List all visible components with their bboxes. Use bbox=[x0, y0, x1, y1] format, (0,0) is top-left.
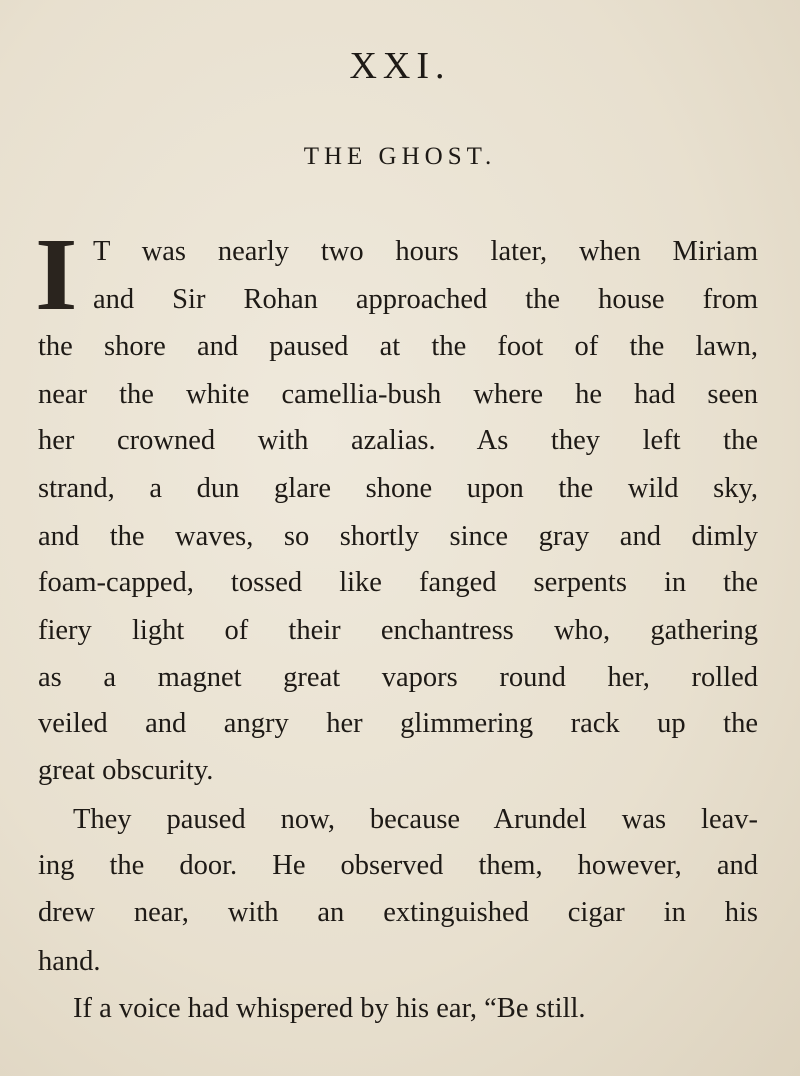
text-line: and the waves, so shortly since gray and dimly bbox=[38, 521, 758, 552]
text-line: ing the door. He observed them, however, and bbox=[38, 850, 758, 881]
text-line: her crowned with azalias. As they left the bbox=[38, 425, 758, 456]
text-line: drew near, with an extinguished cigar in his bbox=[38, 897, 758, 928]
drop-cap: I bbox=[34, 217, 78, 332]
text-line: foam-capped, tossed like fanged serpents in the bbox=[38, 567, 758, 598]
text-line: If a voice had whispered by his ear, “Be still. bbox=[73, 993, 586, 1024]
text-line: T was nearly two hours later, when Miriam bbox=[93, 236, 758, 267]
chapter-title: THE GHOST. bbox=[303, 143, 497, 170]
text-line: veiled and angry her glimmering rack up the bbox=[38, 708, 758, 739]
chapter-number: XXI. bbox=[349, 45, 451, 87]
text-line: and Sir Rohan approached the house from bbox=[93, 284, 758, 315]
text-line: hand. bbox=[38, 946, 101, 977]
text-line: They paused now, because Arundel was leav- bbox=[73, 804, 758, 835]
text-line: the shore and paused at the foot of the lawn, bbox=[38, 331, 758, 362]
text-line: near the white camellia-bush where he had seen bbox=[38, 379, 758, 410]
text-line: great obscurity. bbox=[38, 755, 214, 786]
text-line: fiery light of their enchantress who, gathering bbox=[38, 615, 758, 646]
text-line: strand, a dun glare shone upon the wild sky, bbox=[38, 473, 758, 504]
text-line: as a magnet great vapors round her, rolled bbox=[38, 662, 758, 693]
